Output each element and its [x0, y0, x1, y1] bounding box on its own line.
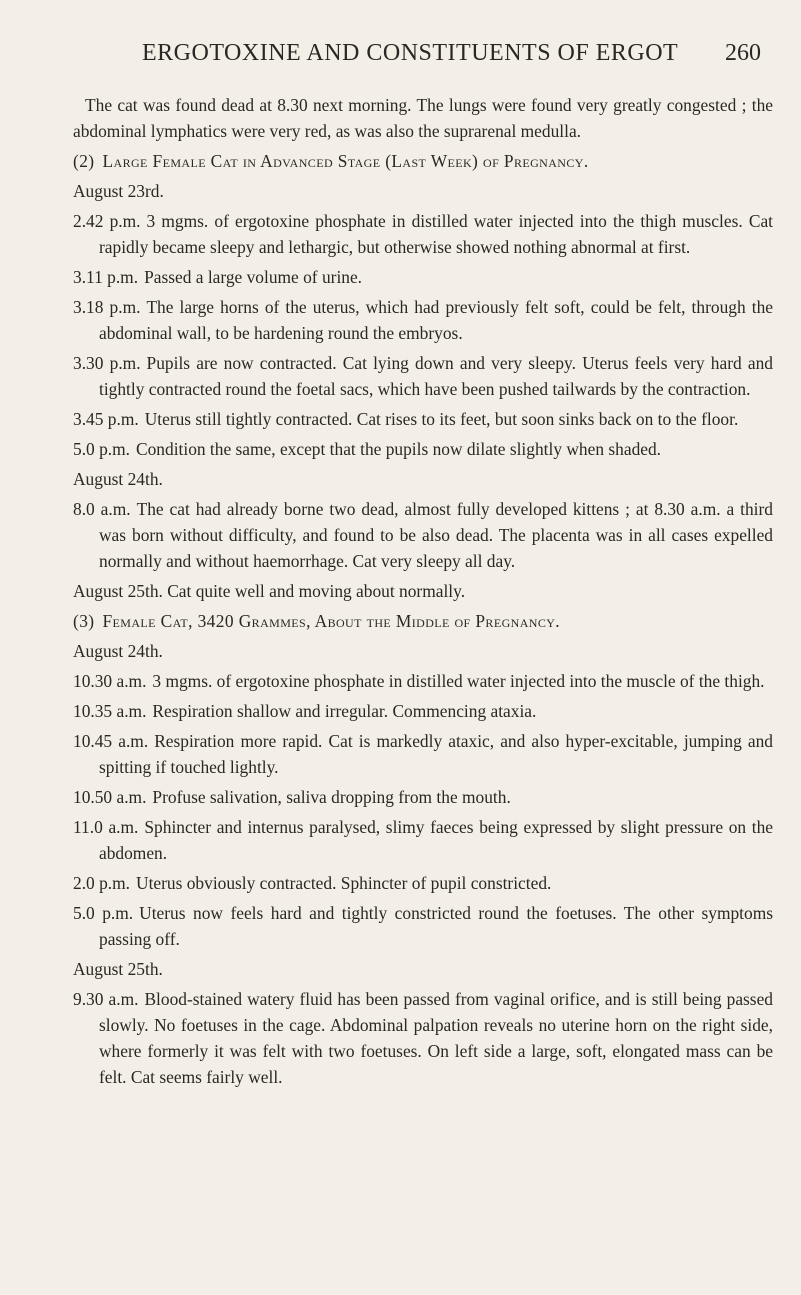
entry-time: 10.50 a.m. [73, 787, 147, 807]
case-3-date-1: August 24th. [73, 641, 163, 661]
entry-text: 3 mgms. of ergotoxine phosphate in distilled water injected into the thigh muscles. Cat rapidly became sleepy and lethargic, but otherwise showed nothing abnormal at first. [99, 211, 773, 257]
log-entry [73, 784, 773, 810]
entry-text: Respiration more rapid. Cat is markedly ataxic, and also hyper-excitable, jumping and spitting if touched lightly. [99, 731, 774, 777]
log-entry [73, 264, 773, 290]
case-3-date-2: August 25th. [73, 959, 163, 979]
entry-text: Pupils are now contracted. Cat lying down and very sleepy. Uterus feels very hard and tightly contracted round the foetal sacs, which have been pushed tailwards by the contraction. [99, 353, 773, 399]
intro-paragraph: The cat was found dead at 8.30 next morning. The lungs were found very greatly congested ; the abdominal lymphatics were very red, as was also the suprarenal medulla. [73, 95, 773, 141]
log-entry [73, 496, 773, 574]
entry-text: Uterus now feels hard and tightly constricted round the foetuses. The other symptoms passing off. [99, 903, 773, 949]
entry-time: 5.0 p.m. [73, 439, 131, 459]
log-entry [73, 900, 773, 952]
entry-time: 10.35 a.m. [73, 701, 147, 721]
entry-text: The cat had already borne two dead, almost fully developed kittens ; at 8.30 a.m. a third was born without difficulty, and found to be also dead. The placenta was in all cases expelled normally and without haemorrhage. Cat very sleepy all day. [99, 499, 773, 571]
entry-text: Profuse salivation, saliva dropping from the mouth. [152, 787, 511, 807]
entry-time: 10.30 a.m. [73, 671, 147, 691]
log-entry [73, 698, 773, 724]
entry-text: Uterus still tightly contracted. Cat rises to its feet, but soon sinks back on to the floor. [144, 409, 739, 429]
case-3-number: (3) [73, 611, 95, 631]
log-entry [73, 208, 773, 260]
entry-time: 5.0 p.m. [73, 903, 134, 923]
log-entry [73, 350, 773, 402]
entry-text: Blood-stained watery fluid has been passed from vaginal orifice, and is still being passed slowly. No foetuses in the cage. Abdominal palpation reveals no uterine horn on the right side, where formerly it was felt with two foetuses. On left side a large, soft, elongated mass can be felt. Cat seems fairly well. [99, 989, 773, 1087]
entry-text: Respiration shallow and irregular. Commencing ataxia. [152, 701, 537, 721]
entry-text: Passed a large volume of urine. [144, 267, 363, 287]
case-3-heading [73, 608, 773, 634]
running-head [0, 40, 801, 80]
case-2-closing: August 25th. Cat quite well and moving about normally. [73, 581, 466, 601]
entry-time: 8.0 a.m. [73, 499, 131, 519]
log-entry [73, 814, 773, 866]
body-text [73, 92, 773, 1094]
entry-time: 2.42 p.m. [73, 211, 141, 231]
case-2-number: (2) [73, 151, 95, 171]
entry-time: 10.45 a.m. [73, 731, 149, 751]
page-number: 260 [725, 40, 761, 66]
log-entry [73, 728, 773, 780]
entry-time: 3.45 p.m. [73, 409, 139, 429]
running-title: ERGOTOXINE AND CONSTITUENTS OF ERGOT [142, 40, 679, 66]
case-2-title: Large Female Cat in Advanced Stage (Last Week) of Pregnancy. [102, 151, 589, 171]
entry-text: Condition the same, except that the pupils now dilate slightly when shaded. [136, 439, 662, 459]
entry-time: 3.30 p.m. [73, 353, 141, 373]
log-entry [73, 406, 773, 432]
log-entry [73, 668, 773, 694]
entry-time: 9.30 a.m. [73, 989, 139, 1009]
case-2-date-1: August 23rd. [73, 181, 164, 201]
entry-text: 3 mgms. of ergotoxine phosphate in distilled water injected into the muscle of the thigh. [152, 671, 765, 691]
case-2-heading [73, 148, 773, 174]
log-entry [73, 436, 773, 462]
log-entry [73, 870, 773, 896]
log-entry [73, 294, 773, 346]
case-2-date-2: August 24th. [73, 469, 163, 489]
entry-time: 11.0 a.m. [73, 817, 139, 837]
entry-text: Uterus obviously contracted. Sphincter of pupil constricted. [136, 873, 552, 893]
entry-text: Sphincter and internus paralysed, slimy faeces being expressed by slight pressure on the abdomen. [99, 817, 773, 863]
entry-time: 3.18 p.m. [73, 297, 141, 317]
log-entry [73, 986, 773, 1090]
entry-time: 3.11 p.m. [73, 267, 139, 287]
entry-time: 2.0 p.m. [73, 873, 131, 893]
entry-text: The large horns of the uterus, which had previously felt soft, could be felt, through the abdominal wall, to be hardening round the embryos. [99, 297, 773, 343]
case-3-title: Female Cat, 3420 Grammes, About the Middle of Pregnancy. [102, 611, 561, 631]
